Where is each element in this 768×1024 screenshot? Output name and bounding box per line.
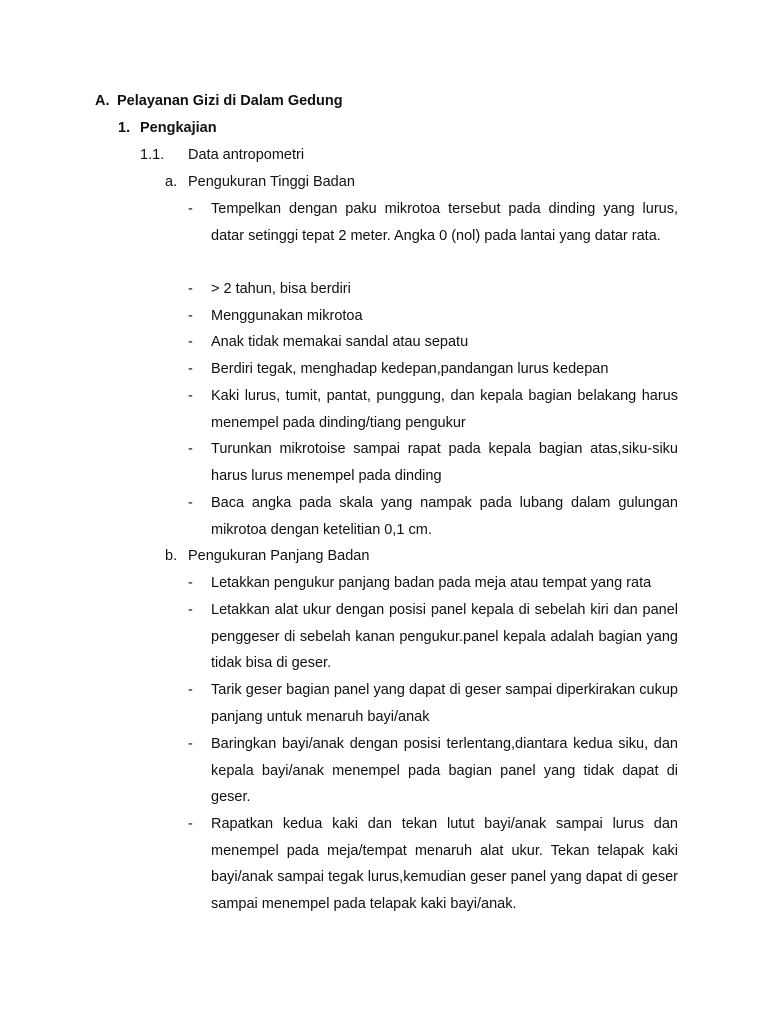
bullet-dash: - xyxy=(188,575,193,591)
heading-text: Pelayanan Gizi di Dalam Gedung xyxy=(117,93,343,109)
list-item-text: Rapatkan kedua kaki dan tekan lutut bayi/anak sampai lurus dan menempel pada meja/tempat menaruh alat ukur. Tekan telapak kaki bayi/anak sampai tegak lurus,kemudian geser panel yang dapat di geser sampai menempel pada telapak kaki bayi/anak. xyxy=(211,816,678,912)
list-item-text: Anak tidak memakai sandal atau sepatu xyxy=(211,334,469,350)
subsection-1-1 xyxy=(140,147,305,163)
bullet-dash: - xyxy=(188,816,193,832)
section-b-marker: b. xyxy=(165,548,178,564)
list-item-text: Menggunakan mikrotoa xyxy=(211,308,363,324)
bullet-dash: - xyxy=(188,281,193,297)
bullet-dash: - xyxy=(188,388,193,404)
list-item-text: Turunkan mikrotoise sampai rapat pada kepala bagian atas,siku-siku harus lurus menempel pada dinding xyxy=(211,441,678,484)
bullet-dash: - xyxy=(188,308,193,324)
bullet-dash: - xyxy=(188,334,193,350)
section-b-title: Pengukuran Panjang Badan xyxy=(188,548,370,564)
section-a-marker: a. xyxy=(165,174,178,190)
subheading-marker: 1. xyxy=(118,120,131,136)
subsection-marker: 1.1. xyxy=(140,147,165,163)
subheading-text: Pengkajian xyxy=(140,120,217,136)
bullet-dash: - xyxy=(188,361,193,377)
list-item-text: > 2 tahun, bisa berdiri xyxy=(211,281,351,297)
bullet-dash: - xyxy=(188,495,193,511)
list-item-text: Kaki lurus, tumit, pantat, punggung, dan kepala bagian belakang harus menempel pada dinding/tiang pengukur xyxy=(211,388,678,431)
heading-a xyxy=(95,93,343,109)
section-b-title-row xyxy=(165,548,370,564)
list-item-text: Letakkan alat ukur dengan posisi panel kepala di sebelah kiri dan panel penggeser di sebelah kanan pengukur.panel kepala adalah bagian yang tidak bisa di geser. xyxy=(211,602,678,672)
bullet-dash: - xyxy=(188,682,193,698)
list-item-text: Tempelkan dengan paku mikrotoa tersebut pada dinding yang lurus, datar setinggi tepat 2 meter. Angka 0 (nol) pada lantai yang datar rata. xyxy=(211,201,678,244)
list-item-text: Baringkan bayi/anak dengan posisi terlentang,diantara kedua siku, dan kepala bayi/anak menempel pada bagian panel yang tidak dapat di geser. xyxy=(211,736,678,806)
bullet-dash: - xyxy=(188,441,193,457)
bullet-dash: - xyxy=(188,602,193,618)
list-item-text: Tarik geser bagian panel yang dapat di geser sampai diperkirakan cukup panjang untuk menaruh bayi/anak xyxy=(211,682,678,725)
heading-marker: A. xyxy=(95,93,110,109)
bullet-dash: - xyxy=(188,201,193,217)
list-item-text: Baca angka pada skala yang nampak pada lubang dalam gulungan mikrotoa dengan ketelitian 0,1 cm. xyxy=(211,495,678,538)
bullet-dash: - xyxy=(188,736,193,752)
section-a-title: Pengukuran Tinggi Badan xyxy=(188,174,355,190)
section-a-title-row xyxy=(165,174,355,190)
list-item-text: Letakkan pengukur panjang badan pada meja atau tempat yang rata xyxy=(211,575,652,591)
subsection-text: Data antropometri xyxy=(188,147,305,163)
subheading-1 xyxy=(118,120,217,136)
list-item-text: Berdiri tegak, menghadap kedepan,pandangan lurus kedepan xyxy=(211,361,609,377)
